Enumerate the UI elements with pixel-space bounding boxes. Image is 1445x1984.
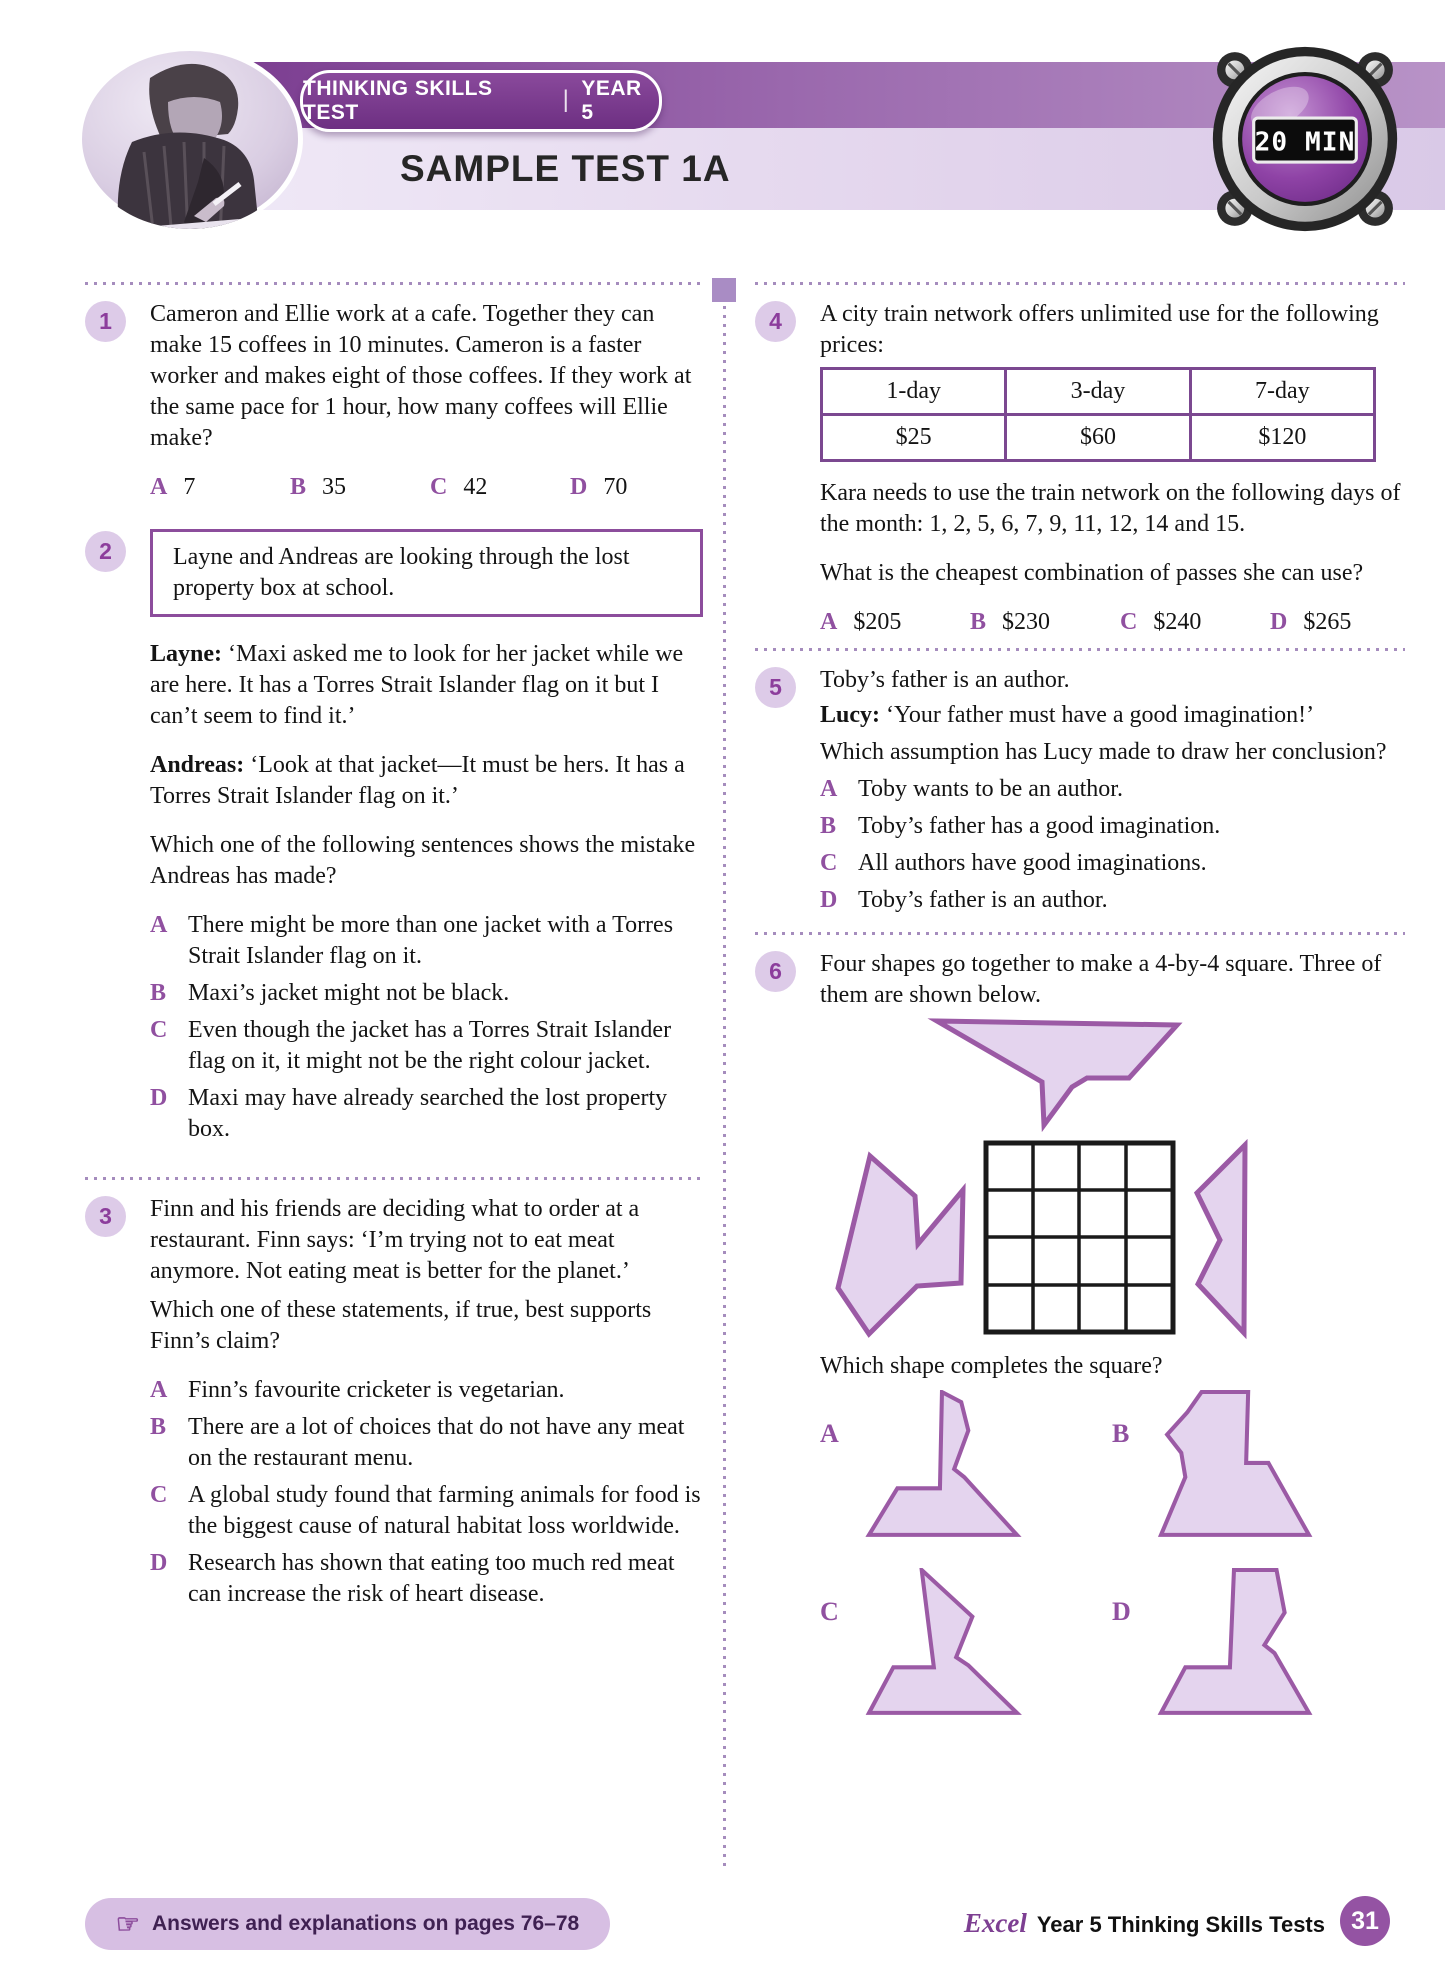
dotted-separator bbox=[755, 282, 1405, 285]
option-b: B Toby’s father has a good imagination. bbox=[820, 813, 1221, 839]
question-5 bbox=[755, 665, 1405, 922]
dotted-separator bbox=[755, 648, 1405, 651]
option-c: C Even though the jacket has a Torres Strait Islander flag on it, it might not be the right colour jacket. bbox=[150, 1017, 672, 1074]
puzzle-piece-left bbox=[838, 1156, 963, 1334]
question-1-options bbox=[150, 472, 710, 503]
fares-header-row bbox=[822, 369, 1375, 415]
option-d: D Toby’s father is an author. bbox=[820, 887, 1108, 913]
right-column bbox=[755, 272, 1405, 1746]
option-a: A 7 bbox=[150, 474, 196, 500]
question-2-layne: Layne: ‘Maxi asked me to look for her jacket while we are here. It has a Torres Strait Islander flag on it but I can’t seem to find it.’ bbox=[150, 641, 684, 729]
question-6-prompt: Which shape completes the square? bbox=[820, 1353, 1163, 1379]
student-photo bbox=[72, 40, 308, 243]
option-c: C $240 bbox=[1120, 609, 1202, 635]
question-3-text: Finn and his friends are deciding what to order at a restaurant. Finn says: ‘I’m trying not to eat meat anymore. Not eating meat is better for the planet.’ bbox=[150, 1196, 640, 1284]
shape-a-figure bbox=[862, 1390, 1026, 1542]
fares-value-row bbox=[822, 415, 1375, 461]
option-d: D 70 bbox=[570, 474, 628, 500]
option-b: B 35 bbox=[290, 474, 347, 500]
column-divider bbox=[723, 306, 726, 1866]
fares-header-cell: 3-day bbox=[1006, 369, 1190, 415]
puzzle-piece-top bbox=[937, 1021, 1177, 1125]
series-title: Year 5 Thinking Skills Tests bbox=[1036, 1912, 1325, 1937]
question-5-intro: Toby’s father is an author. bbox=[820, 667, 1070, 693]
answer-shapes bbox=[820, 1390, 1405, 1720]
question-4-options bbox=[820, 607, 1420, 638]
answer-shape-a: A bbox=[820, 1390, 1112, 1542]
option-a: A Toby wants to be an author. bbox=[820, 776, 1123, 802]
question-2-prompt: Which one of the following sentences shows the mistake Andreas has made? bbox=[150, 832, 696, 889]
pointing-hand-icon: ☞ bbox=[115, 1908, 141, 1939]
question-4-prompt: What is the cheapest combination of passes she can use? bbox=[820, 560, 1364, 586]
question-3-number: 3 bbox=[85, 1196, 126, 1237]
question-4-text2: Kara needs to use the train network on the following days of the month: 1, 2, 5, 6, 7, 9, 11, 12, 14 and 15. bbox=[820, 480, 1401, 537]
option-a: A There might be more than one jacket with a Torres Strait Islander flag on it. bbox=[150, 912, 674, 969]
question-5-prompt: Which assumption has Lucy made to draw her conclusion? bbox=[820, 739, 1387, 765]
option-b: B $230 bbox=[970, 609, 1051, 635]
question-5-number: 5 bbox=[755, 667, 796, 708]
option-d: D Research has shown that eating too much red meat can increase the risk of heart disease. bbox=[150, 1550, 675, 1607]
page-title: SAMPLE TEST 1A bbox=[400, 148, 731, 189]
puzzle-grid bbox=[986, 1143, 1173, 1332]
answers-note-text: Answers and explanations on pages 76–78 bbox=[152, 1912, 580, 1935]
answers-note bbox=[85, 1898, 610, 1950]
question-1 bbox=[85, 299, 703, 503]
dotted-separator bbox=[85, 1177, 703, 1180]
question-1-text: Cameron and Ellie work at a cafe. Together they can make 15 coffees in 10 minutes. Cameron is a faster worker and makes eight of those coffees. If they work at the same pace for 1 hour, how many coffees will Ellie make? bbox=[150, 301, 692, 451]
shape-b-figure bbox=[1154, 1390, 1318, 1542]
answer-shape-c: C bbox=[820, 1568, 1112, 1720]
header-badge-divider: | bbox=[562, 86, 570, 113]
answer-shape-d: D bbox=[1112, 1568, 1404, 1720]
option-c: C All authors have good imaginations. bbox=[820, 850, 1207, 876]
option-c: C 42 bbox=[430, 474, 488, 500]
question-6-number: 6 bbox=[755, 951, 796, 992]
answer-shape-b: B bbox=[1112, 1390, 1404, 1542]
question-2-number: 2 bbox=[85, 531, 126, 572]
timer-icon bbox=[1200, 28, 1410, 255]
option-b: B Maxi’s jacket might not be black. bbox=[150, 980, 510, 1006]
fares-table bbox=[820, 367, 1376, 462]
left-column bbox=[85, 272, 703, 1642]
shape-c-figure bbox=[862, 1568, 1026, 1720]
header-badge-year: YEAR 5 bbox=[581, 77, 642, 124]
dotted-separator bbox=[85, 282, 703, 285]
question-3-options bbox=[150, 1375, 703, 1610]
fares-header-cell: 7-day bbox=[1190, 369, 1374, 415]
header-badge bbox=[300, 70, 662, 132]
fares-value-cell: $60 bbox=[1006, 415, 1190, 461]
option-c: C A global study found that farming animals for food is the biggest cause of natural habitat loss worldwide. bbox=[150, 1482, 701, 1539]
fares-value-cell: $120 bbox=[1190, 415, 1374, 461]
header-badge-text: THINKING SKILLS TEST bbox=[303, 77, 493, 124]
puzzle-piece-right bbox=[1197, 1145, 1245, 1333]
question-4 bbox=[755, 299, 1405, 638]
puzzle-figure bbox=[832, 1015, 1312, 1347]
option-d: D $265 bbox=[1270, 609, 1352, 635]
fares-header-cell: 1-day bbox=[822, 369, 1006, 415]
question-2-andreas: Andreas: ‘Look at that jacket—It must be hers. It has a Torres Strait Islander flag on it.’ bbox=[150, 752, 685, 809]
footer-brand-line bbox=[964, 1908, 1325, 1939]
timer-display: 20 MIN bbox=[1254, 127, 1356, 158]
brand-logo: Excel bbox=[963, 1908, 1027, 1938]
option-d: D Maxi may have already searched the lost property box. bbox=[150, 1085, 668, 1142]
question-3-prompt: Which one of these statements, if true, best supports Finn’s claim? bbox=[150, 1297, 652, 1354]
question-5-options bbox=[820, 774, 1405, 916]
question-2-options bbox=[150, 910, 703, 1145]
option-a: A Finn’s favourite cricketer is vegetarian. bbox=[150, 1377, 565, 1403]
question-3 bbox=[85, 1194, 703, 1616]
dotted-separator bbox=[755, 932, 1405, 935]
option-b: B There are a lot of choices that do not have any meat on the restaurant menu. bbox=[150, 1414, 685, 1471]
question-5-lucy: Lucy: ‘Your father must have a good imagination!’ bbox=[820, 702, 1315, 728]
question-2 bbox=[85, 529, 703, 1151]
question-4-number: 4 bbox=[755, 301, 796, 342]
column-divider-cap bbox=[712, 278, 736, 302]
question-6-text: Four shapes go together to make a 4-by-4 square. Three of them are shown below. bbox=[820, 951, 1382, 1008]
page-number-badge: 31 bbox=[1340, 1896, 1390, 1946]
fares-value-cell: $25 bbox=[822, 415, 1006, 461]
question-2-box: Layne and Andreas are looking through the lost property box at school. bbox=[150, 529, 703, 617]
question-4-text1: A city train network offers unlimited use for the following prices: bbox=[820, 301, 1379, 358]
option-a: A $205 bbox=[820, 609, 902, 635]
question-1-number: 1 bbox=[85, 301, 126, 342]
shape-d-figure bbox=[1154, 1568, 1318, 1720]
question-6 bbox=[755, 949, 1405, 1720]
